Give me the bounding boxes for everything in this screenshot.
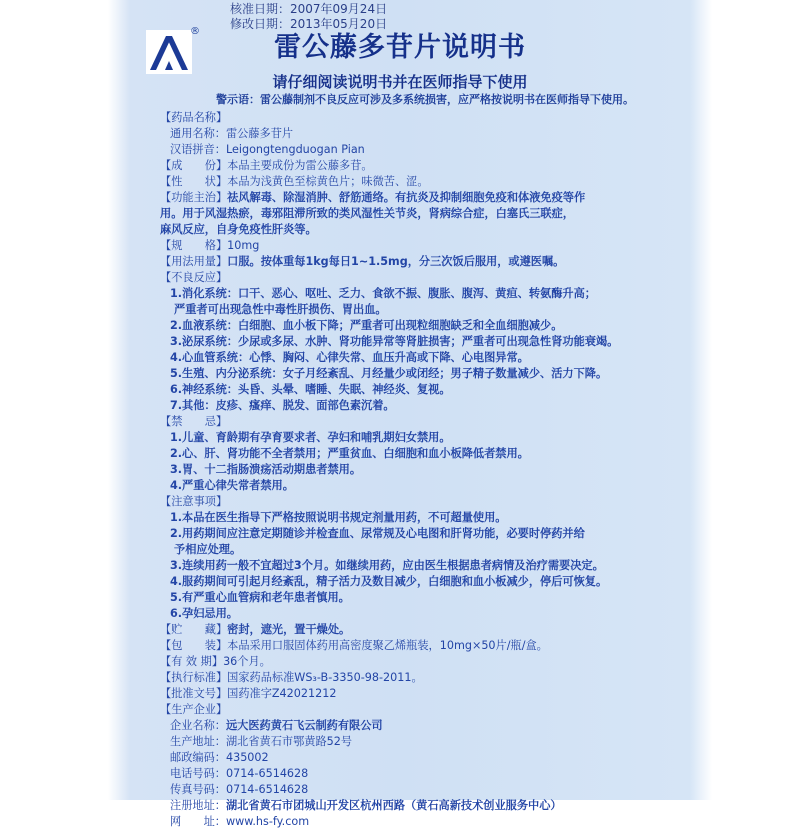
- appearance-text: 本品为浅黄色至棕黄色片；味微苦、涩。: [227, 175, 429, 188]
- drug-name-header: 【药品名称】: [160, 111, 228, 124]
- manufacturer-field-label: 电话号码：: [170, 767, 226, 780]
- package-text: 本品采用口服固体药用高密度聚乙烯瓶装，10mg×50片/瓶/盒。: [227, 639, 548, 652]
- manufacturer-row: [160, 766, 700, 782]
- ingredients-label: 【成 份】: [160, 159, 228, 172]
- approval-number-label: 【批准文号】: [160, 687, 228, 700]
- document-subtitle: 请仔细阅读说明书并在医师指导下使用: [272, 73, 528, 91]
- contraindication-line: 4.严重心律失常者禁用。: [170, 479, 294, 492]
- manufacturer-row: [160, 734, 700, 750]
- validity-row: [160, 654, 700, 670]
- manufacturer-field-value: 远大医药黄石飞云制药有限公司: [225, 719, 383, 732]
- manufacturer-field-label: 网 址：: [170, 815, 226, 828]
- indications-line2: 用。用于风湿热瘀，毒邪阻滞所致的类风湿性关节炎，肾病综合症，白塞氏三联症，: [160, 207, 574, 220]
- package-label: 【包 装】: [160, 639, 228, 652]
- standard-text: 国家药品标准WS₃-B-3350-98-2011。: [227, 671, 423, 684]
- manufacturer-field-label: 注册地址：: [170, 799, 226, 812]
- contraindication-line: 1.儿童、育龄期有孕育要求者、孕妇和哺乳期妇女禁用。: [170, 431, 451, 444]
- manufacturer-row: [160, 750, 700, 766]
- storage-text: 密封，遮光，置干燥处。: [227, 623, 351, 636]
- manufacturer-field-value: 0714-6514628: [225, 767, 309, 780]
- dosage-label: 【用法用量】: [160, 255, 228, 268]
- adverse-line: 严重者可出现急性中毒性肝损伤、胃出血。: [174, 303, 387, 316]
- dosage-text: 口服。按体重每1kg每日1~1.5mg，分三次饭后服用，或遵医嘱。: [227, 255, 565, 268]
- adverse-line: 4.心血管系统：心悸、胸闷、心律失常、血压升高或下降、心电图异常。: [170, 351, 529, 364]
- indications-line3: 麻风反应，自身免疫性肝炎等。: [160, 223, 317, 236]
- adverse-header: 【不良反应】: [160, 271, 228, 284]
- precaution-line: 1.本品在医生指导下严格按照说明书规定剂量用药，不可超量使用。: [170, 511, 507, 524]
- precaution-line: 4.服药期间可引起月经紊乱，精子活力及数目减少，白细胞和血小板减少，停后可恢复。: [170, 575, 608, 588]
- manufacturer-field-label: 传真号码：: [170, 783, 226, 796]
- precautions-header: 【注意事项】: [160, 495, 228, 508]
- pinyin-label: 汉语拼音：: [170, 143, 226, 156]
- manufacturer-row: [160, 782, 700, 798]
- manufacturer-row: [160, 718, 700, 734]
- adverse-line: 7.其他：皮疹、瘙痒、脱发、面部色素沉着。: [170, 399, 395, 412]
- precaution-line: 予相应处理。: [174, 543, 242, 556]
- validity-text: 36个月。: [223, 655, 271, 668]
- adverse-line: 6.神经系统：头昏、头晕、嗜睡、失眠、神经炎、复视。: [170, 383, 451, 396]
- spec-text: 10mg: [227, 239, 260, 252]
- appearance-label: 【性 状】: [160, 175, 228, 188]
- precaution-line: 2.用药期间应注意定期随诊并检查血、尿常规及心电图和肝肾功能，必要时停药并给: [170, 527, 585, 540]
- appearance-row: [160, 174, 700, 190]
- precaution-line: 3.连续用药一般不宜超过3个月。如继续用药，应由医生根据患者病情及治疗需要决定。: [170, 559, 604, 572]
- leaflet-body: [160, 110, 700, 830]
- manufacturer-field-value: 0714-6514628: [225, 783, 309, 796]
- ingredients-text: 本品主要成份为雷公藤多苷。: [227, 159, 373, 172]
- dosage-row: [160, 254, 700, 270]
- manufacturer-field-value: 435002: [225, 751, 269, 764]
- contraindication-line: 3.胃、十二指肠溃疡活动期患者禁用。: [170, 463, 362, 476]
- manufacturer-row: [160, 814, 700, 830]
- generic-name-row: [160, 126, 700, 142]
- manufacturer-row: [160, 798, 700, 814]
- adverse-line: 1.消化系统：口干、恶心、呕吐、乏力、食欲不振、腹胀、腹泻、黄疸、转氨酶升高；: [170, 287, 596, 300]
- approval-date: 核准日期：2007年09月24日: [230, 2, 388, 16]
- pinyin-row: [160, 142, 700, 158]
- contraindications-header: 【禁 忌】: [160, 415, 228, 428]
- standard-row: [160, 670, 700, 686]
- validity-label: 【有 效 期】: [160, 655, 224, 668]
- ingredients-row: [160, 158, 700, 174]
- manufacturer-field-value: 湖北省黄石市团城山开发区杭州西路（黄石高新技术创业服务中心）: [225, 799, 562, 812]
- adverse-line: 3.泌尿系统：少尿或多尿、水肿、肾功能异常等肾脏损害；严重者可出现急性肾功能衰竭。: [170, 335, 619, 348]
- manufacturer-header: 【生产企业】: [160, 703, 228, 716]
- generic-name-value: 雷公藤多苷片: [225, 127, 294, 140]
- registered-mark: ®: [190, 26, 200, 37]
- pinyin-value: Leigongtengduogan Pian: [225, 143, 365, 156]
- storage-label: 【贮 藏】: [160, 623, 228, 636]
- generic-name-label: 通用名称：: [170, 127, 226, 140]
- adverse-line: 2.血液系统：白细胞、血小板下降；严重者可出现粒细胞缺乏和全血细胞减少。: [170, 319, 563, 332]
- storage-row: [160, 622, 700, 638]
- manufacturer-field-value: www.hs-fy.com: [225, 815, 310, 828]
- package-row: [160, 638, 700, 654]
- dates-block: [230, 2, 387, 32]
- precaution-line: 6.孕妇忌用。: [170, 607, 238, 620]
- manufacturer-field-value: 湖北省黄石市鄂黄路52号: [225, 735, 353, 748]
- adverse-line: 5.生殖、内分泌系统：女子月经紊乱、月经量少或闭经；男子精子数量减少、活力下降。: [170, 367, 608, 380]
- indications-line1: 祛风解毒、除湿消肿、舒筋通络。有抗炎及抑制细胞免疫和体液免疫等作: [227, 191, 586, 204]
- standard-label: 【执行标准】: [160, 671, 228, 684]
- spec-label: 【规 格】: [160, 239, 228, 252]
- spec-row: [160, 238, 700, 254]
- manufacturer-field-label: 邮政编码：: [170, 751, 226, 764]
- precaution-line: 5.有严重心血管病和老年患者慎用。: [170, 591, 350, 604]
- indications-label: 【功能主治】: [160, 191, 228, 204]
- manufacturer-field-label: 生产地址：: [170, 735, 226, 748]
- revision-date: 修改日期：2013年05月20日: [230, 17, 388, 31]
- manufacturer-field-label: 企业名称：: [170, 719, 226, 732]
- document-title: 雷公藤多苷片说明书: [274, 32, 526, 63]
- approval-number-row: [160, 686, 700, 702]
- contraindication-line: 2.心、肝、肾功能不全者禁用；严重贫血、白细胞和血小板降低者禁用。: [170, 447, 529, 460]
- indications-row: [160, 190, 700, 206]
- warning-text: 警示语：雷公藤制剂不良反应可涉及多系统损害，应严格按说明书在医师指导下使用。: [216, 93, 634, 106]
- approval-number-text: 国药准字Z42021212: [227, 687, 337, 700]
